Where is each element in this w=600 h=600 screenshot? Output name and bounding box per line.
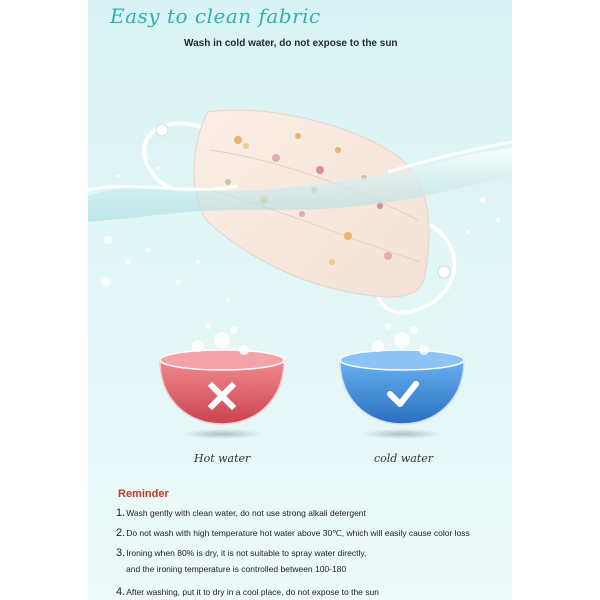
cold-water-bowl [340,323,464,439]
hot-water-label: Hot water [194,452,251,465]
reminder-item-text: Wash gently with clean water, do not use strong alkali detergent [126,508,366,518]
hot-water-bowl [160,323,284,439]
product-detail-panel [88,0,512,600]
reminder-item [116,525,470,541]
reminder-item-number: 1. [116,507,126,519]
reminder-item-text: After washing, put it to dry in a cool place, do not expose to the sun [126,587,379,597]
reminder-item-number: 2. [116,527,126,539]
reminder-item-number: 4. [116,586,126,598]
headline: Easy to clean fabric [110,4,321,28]
reminder-title: Reminder [118,488,169,500]
reminder-item-text: Ironing when 80% is dry, it is not suitable to spray water directly, [126,548,367,558]
reminder-item [116,505,366,521]
reminder-item-number: 3. [116,547,126,559]
reminder-item [116,545,366,577]
reminder-item [116,584,379,600]
cold-water-label: cold water [374,452,434,465]
mask-water-illustration [88,0,512,480]
subheadline: Wash in cold water, do not expose to the sun [184,38,398,49]
reminder-item-text-continued: and the ironing temperature is controlled between 100-180 [126,564,347,574]
reminder-item-text: Do not wash with high temperature hot water above 30℃, which will easily cause color loss [126,528,470,538]
